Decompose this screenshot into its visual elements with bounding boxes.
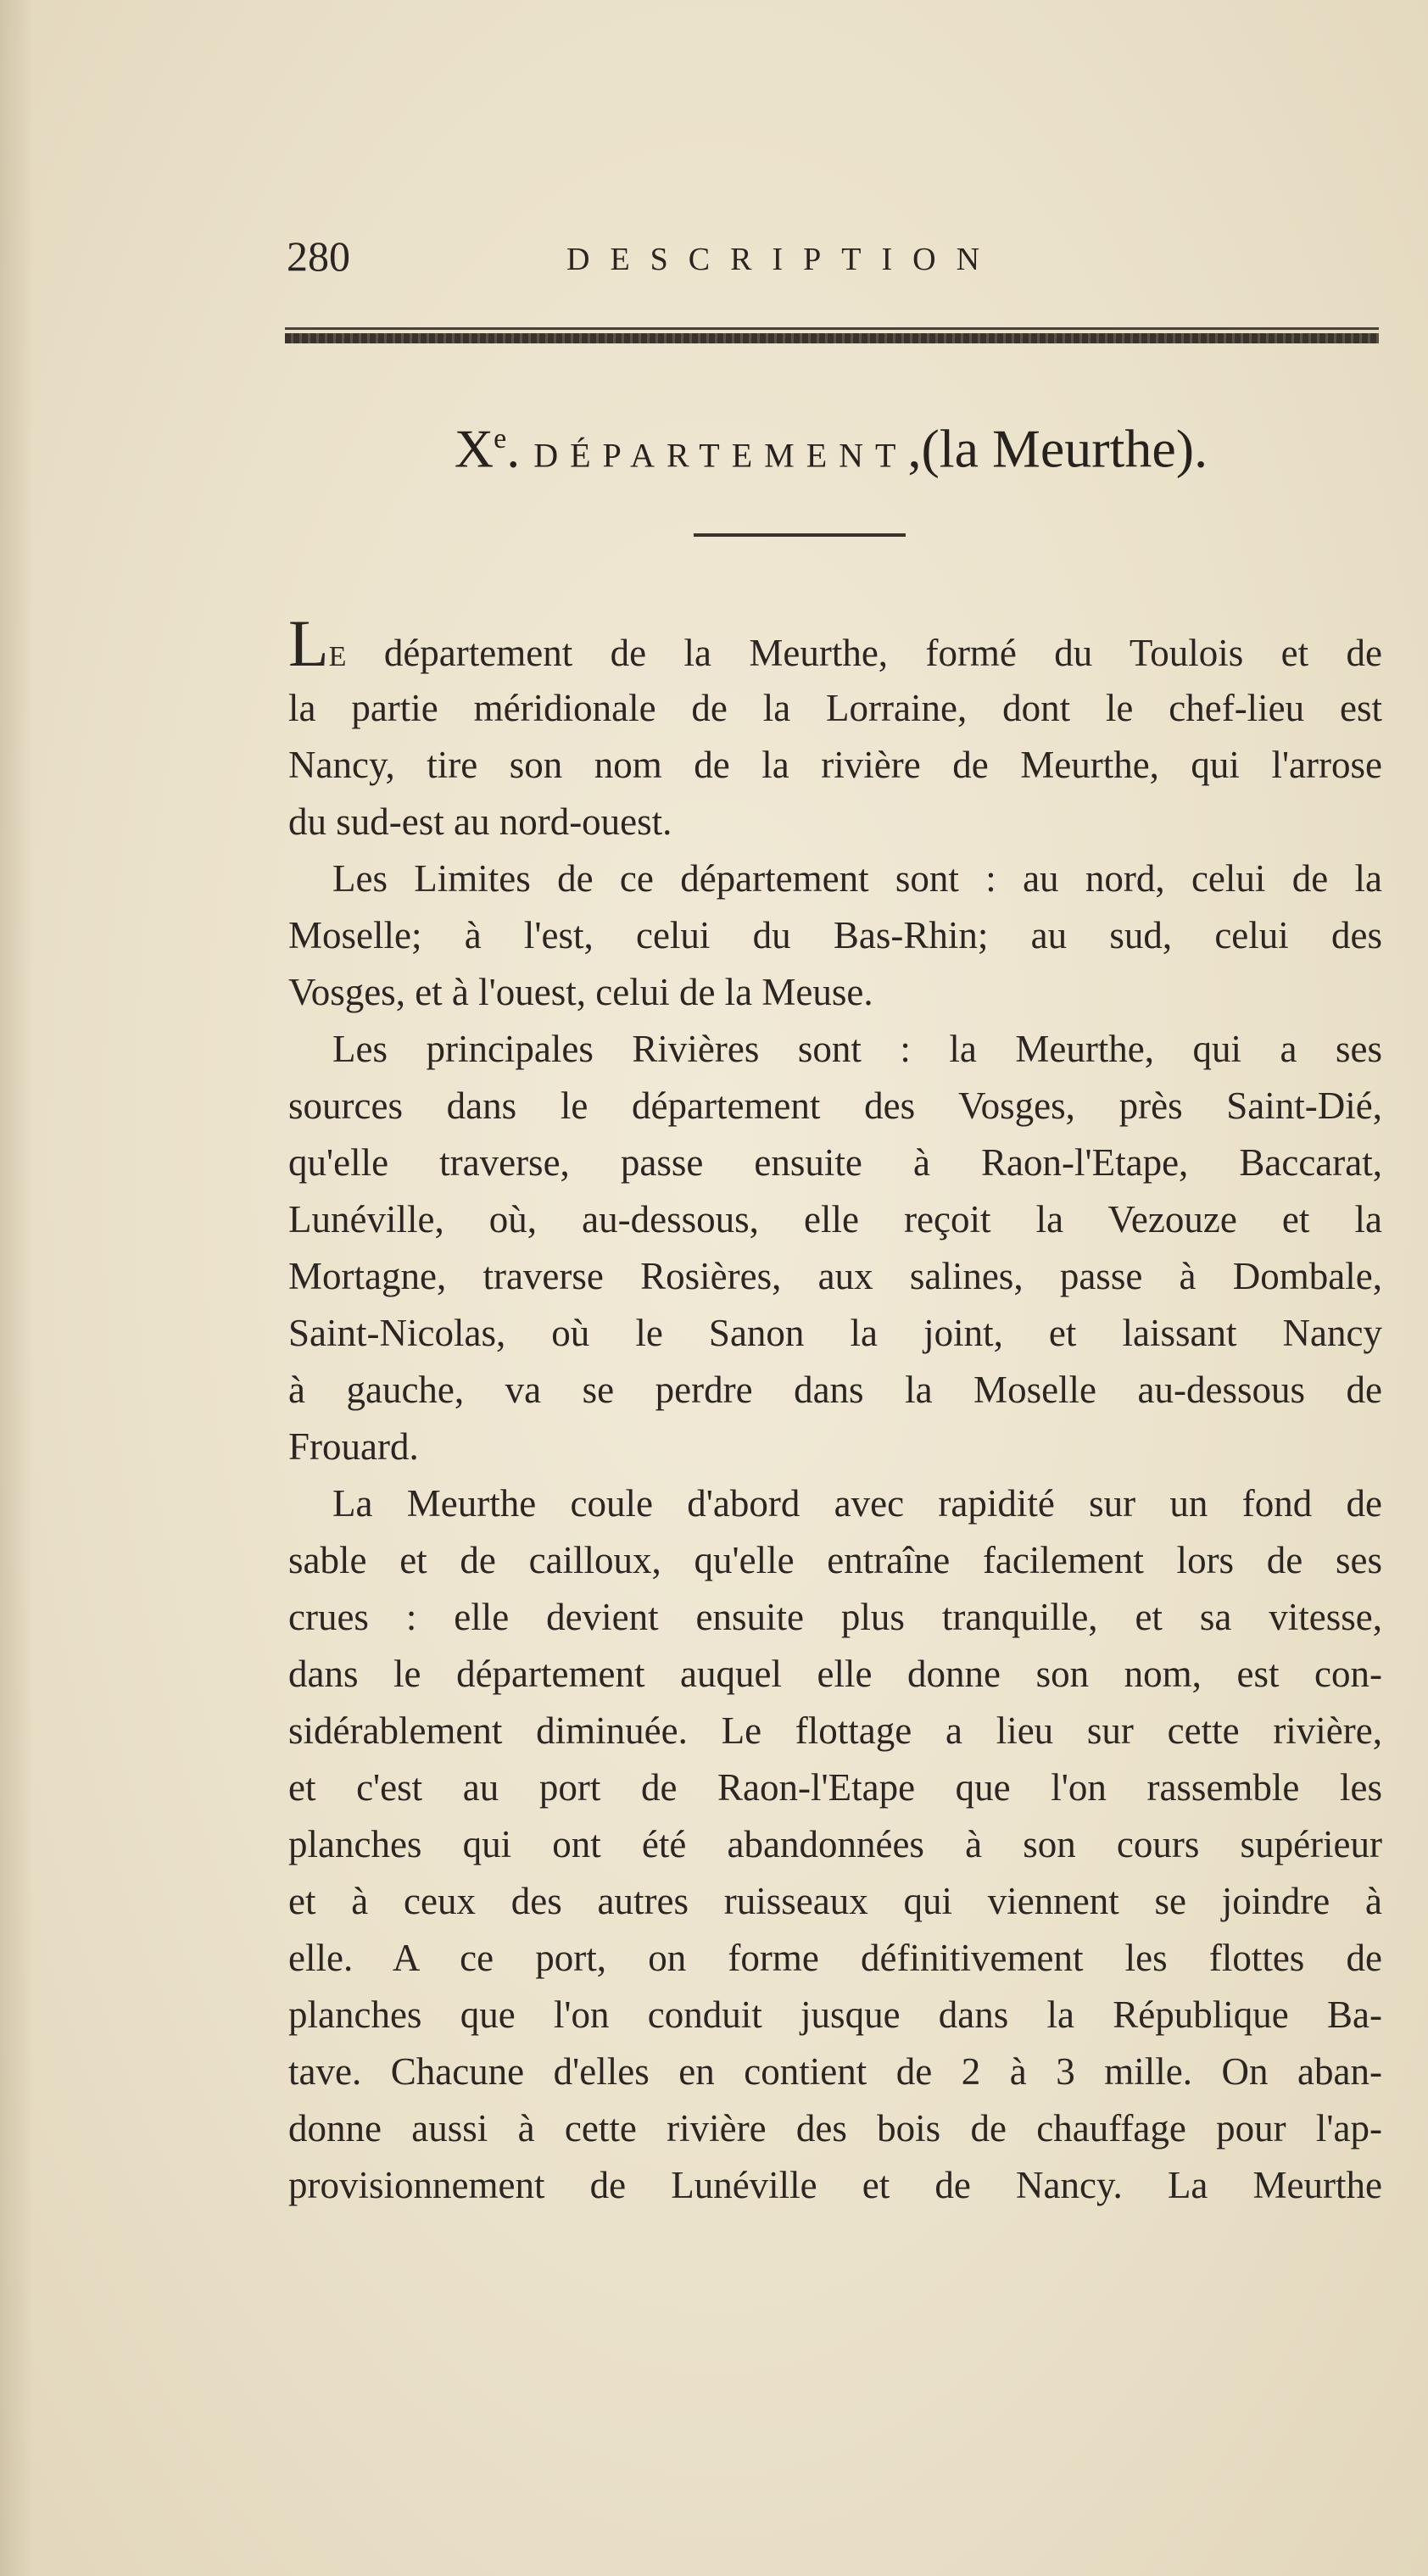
text-line: planches qui ont été abandonnées à son cours supérieur — [288, 1823, 1382, 1865]
text-line: tave. Chacune d'elles en contient de 2 à 3 mille. On aban- — [288, 2050, 1382, 2093]
text-line: provisionnement de Lunéville et de Nancy. La Meurthe — [288, 2164, 1382, 2206]
page-number: 280 — [287, 232, 350, 280]
text-line-1 — [288, 607, 1382, 680]
text-line: donne aussi à cette rivière des bois de chauffage pour l'ap- — [288, 2107, 1382, 2149]
text-line: sources dans le département des Vosges, près Saint-Dié, — [288, 1084, 1382, 1127]
header-rule — [285, 333, 1379, 343]
text-line: Vosges, et à l'ouest, celui de la Meuse. — [288, 971, 873, 1013]
text-line: Frouard. — [288, 1425, 419, 1468]
text-line: dans le département auquel elle donne son nom, est con- — [288, 1653, 1382, 1695]
text-line: Nancy, tire son nom de la rivière de Meurthe, qui l'arrose — [288, 744, 1382, 786]
drop-cap: L — [288, 606, 329, 680]
running-head: DESCRIPTION — [566, 242, 1001, 277]
text-line: La Meurthe coule d'abord avec rapidité sur un fond de — [332, 1482, 1382, 1525]
spine-shadow — [0, 0, 34, 2576]
text-line: Les principales Rivières sont : la Meurthe, qui a ses — [332, 1028, 1382, 1070]
text-line: sable et de cailloux, qu'elle entraîne facilement lors de ses — [288, 1539, 1382, 1581]
section-word: DÉPARTEMENT — [533, 436, 908, 475]
text-line: Les Limites de ce département sont : au nord, celui de la — [332, 857, 1382, 900]
text-line: Moselle; à l'est, celui du Bas-Rhin; au sud, celui des — [288, 914, 1382, 956]
section-dot: . — [506, 418, 521, 479]
text-line: du sud-est au nord-ouest. — [288, 800, 672, 843]
header-rule-thin — [285, 327, 1379, 330]
text-line: crues : elle devient ensuite plus tranquille, et sa vitesse, — [288, 1596, 1382, 1638]
text-line: à gauche, va se perdre dans la Moselle au-dessous de — [288, 1369, 1382, 1411]
body-text — [288, 607, 1382, 2214]
section-number: X — [454, 418, 494, 479]
text-line: planches que l'on conduit jusque dans la République Ba- — [288, 1993, 1382, 2036]
section-number-sup: e — [494, 423, 507, 454]
text-line: et à ceux des autres ruisseaux qui viennent se joindre à — [288, 1880, 1382, 1922]
text-line: Lunéville, où, au-dessous, elle reçoit la Vezouze et la — [288, 1198, 1382, 1241]
section-title — [280, 405, 1382, 489]
section-comma: , — [907, 418, 922, 479]
drop-cap-smallcap: E — [328, 641, 347, 672]
text-line: sidérablement diminuée. Le flottage a lieu sur cette rivière, — [288, 1709, 1382, 1752]
text-line: la partie méridionale de la Lorraine, dont le chef-lieu est — [288, 687, 1382, 729]
first-line-rest: département de la Meurthe, formé du Toulois et de — [346, 632, 1382, 674]
text-line: qu'elle traverse, passe ensuite à Raon-l'Etape, Baccarat, — [288, 1141, 1382, 1184]
text-line: et c'est au port de Raon-l'Etape que l'on rassemble les — [288, 1766, 1382, 1809]
text-line: elle. A ce port, on forme définitivement les flottes de — [288, 1937, 1382, 1979]
section-name: (la Meurthe). — [921, 418, 1208, 479]
text-line: Mortagne, traverse Rosières, aux salines, passe à Dombale, — [288, 1255, 1382, 1297]
text-line: Saint-Nicolas, où le Sanon la joint, et laissant Nancy — [288, 1312, 1382, 1354]
title-rule — [694, 533, 906, 537]
